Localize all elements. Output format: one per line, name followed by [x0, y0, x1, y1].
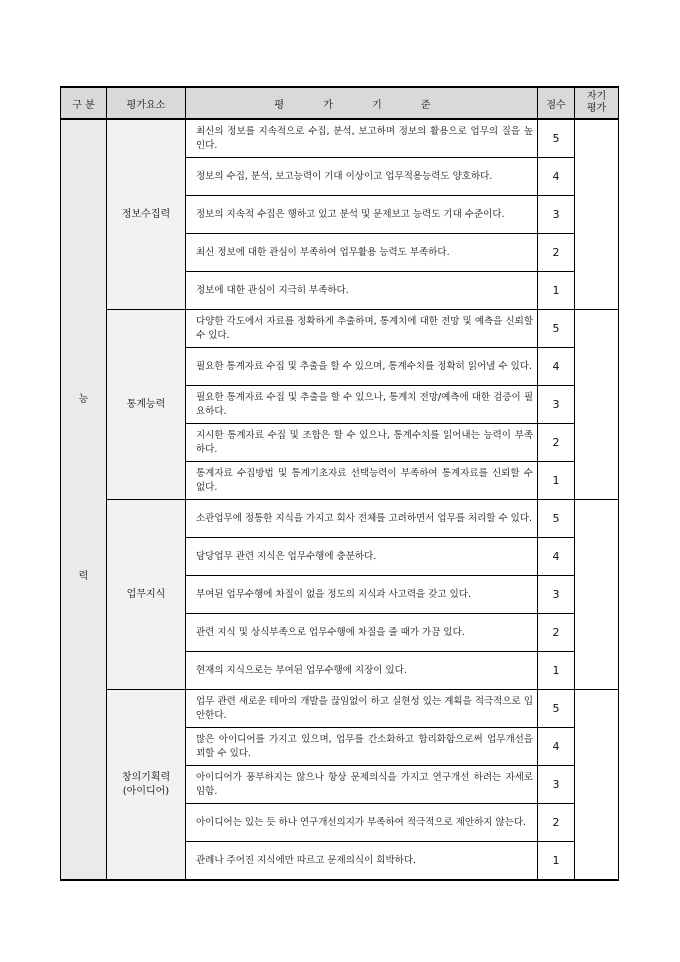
score-value: 3	[538, 576, 575, 614]
criteria-text: 관련 지식 및 상식부족으로 업무수행에 차질을 줄 때가 가끔 있다.	[186, 614, 538, 652]
score-value: 4	[538, 728, 575, 766]
criteria-text: 필요한 통계자료 수집 및 추출을 할 수 있으나, 통계치 전망/예측에 대한 검증이 필요하다.	[186, 386, 538, 424]
score-value: 4	[538, 538, 575, 576]
header-row	[61, 87, 619, 119]
score-value: 5	[538, 500, 575, 538]
header-element: 평가요소	[107, 87, 186, 119]
header-category: 구 분	[61, 87, 107, 119]
criteria-text: 정보에 대한 관심이 지극히 부족하다.	[186, 272, 538, 310]
criteria-text: 소관업무에 정통한 지식을 가지고 회사 전체를 고려하면서 업무를 처리할 수 있다.	[186, 500, 538, 538]
table-row	[61, 310, 619, 348]
criteria-text: 필요한 통계자료 수집 및 추출을 할 수 있으며, 통계수치를 정확히 읽어낼 수 있다.	[186, 348, 538, 386]
criteria-text: 아이디어가 풍부하지는 않으나 항상 문제의식을 가지고 연구개선 하려는 자세로 임함.	[186, 766, 538, 804]
score-value: 1	[538, 652, 575, 690]
criteria-text: 많은 아이디어를 가지고 있으며, 업무를 간소화하고 합리화함으로써 업무개선을 꾀할 수 있다.	[186, 728, 538, 766]
criteria-text: 정보의 지속적 수집은 행하고 있고 분석 및 문제보고 능력도 기대 수준이다.	[186, 196, 538, 234]
criteria-text: 아이디어는 있는 듯 하나 연구개선의지가 부족하여 적극적으로 제안하지 않는다.	[186, 804, 538, 842]
score-value: 1	[538, 272, 575, 310]
header-criteria-label: 평 가 기 준	[274, 99, 449, 111]
score-value: 2	[538, 424, 575, 462]
score-value: 5	[538, 310, 575, 348]
element-name: 정보수집력	[107, 119, 186, 310]
table-row	[61, 500, 619, 538]
criteria-text: 통계자료 수집방법 및 통계기초자료 선택능력이 부족하여 통계자료를 신뢰할 수 없다.	[186, 462, 538, 500]
score-value: 2	[538, 234, 575, 272]
criteria-text: 정보의 수집, 분석, 보고능력이 기대 이상이고 업무적용능력도 양호하다.	[186, 158, 538, 196]
self-eval-cell[interactable]	[575, 119, 619, 310]
score-value: 2	[538, 804, 575, 842]
criteria-text: 현재의 지식으로는 부여된 업무수행에 지장이 있다.	[186, 652, 538, 690]
criteria-text: 관례나 주어진 지식에만 따르고 문제의식이 희박하다.	[186, 842, 538, 881]
evaluation-table	[60, 86, 619, 881]
score-value: 2	[538, 614, 575, 652]
criteria-text: 최신의 정보를 지속적으로 수집, 분석, 보고하며 정보의 활용으로 업무의 질을 높인다.	[186, 119, 538, 158]
category-label-1: 능	[78, 394, 89, 405]
score-value: 4	[538, 158, 575, 196]
criteria-text: 지시한 통계자료 수집 및 조합은 할 수 있으나, 통계수치를 읽어내는 능력이 부족하다.	[186, 424, 538, 462]
score-value: 3	[538, 766, 575, 804]
table-row	[61, 690, 619, 728]
criteria-text: 다양한 각도에서 자료를 정확하게 추출하며, 통계치에 대한 전망 및 예측을 신뢰할 수 있다.	[186, 310, 538, 348]
self-eval-cell[interactable]	[575, 690, 619, 881]
header-self-eval: 자기 평가	[575, 87, 619, 119]
self-eval-cell[interactable]	[575, 500, 619, 690]
element-name: 업무지식	[107, 500, 186, 690]
element-name: 창의기획력 (아이디어)	[107, 690, 186, 881]
score-value: 1	[538, 842, 575, 881]
self-eval-cell[interactable]	[575, 310, 619, 500]
element-name: 통계능력	[107, 310, 186, 500]
criteria-text: 담당업무 관련 지식은 업무수행에 충분하다.	[186, 538, 538, 576]
score-value: 1	[538, 462, 575, 500]
score-value: 3	[538, 386, 575, 424]
score-value: 5	[538, 119, 575, 158]
category-cell	[61, 119, 107, 880]
criteria-text: 최신 정보에 대한 관심이 부족하여 업무활용 능력도 부족하다.	[186, 234, 538, 272]
score-value: 4	[538, 348, 575, 386]
table-row	[61, 119, 619, 158]
table-body	[61, 119, 619, 880]
header-score: 점수	[538, 87, 575, 119]
header-criteria	[186, 87, 538, 119]
score-value: 5	[538, 690, 575, 728]
score-value: 3	[538, 196, 575, 234]
criteria-text: 부여된 업무수행에 차질이 없을 정도의 지식과 사고력을 갖고 있다.	[186, 576, 538, 614]
criteria-text: 업무 관련 새로운 테마의 개발을 끊임없이 하고 실현성 있는 계획을 적극적으로 입안한다.	[186, 690, 538, 728]
category-label-2: 력	[78, 571, 89, 582]
